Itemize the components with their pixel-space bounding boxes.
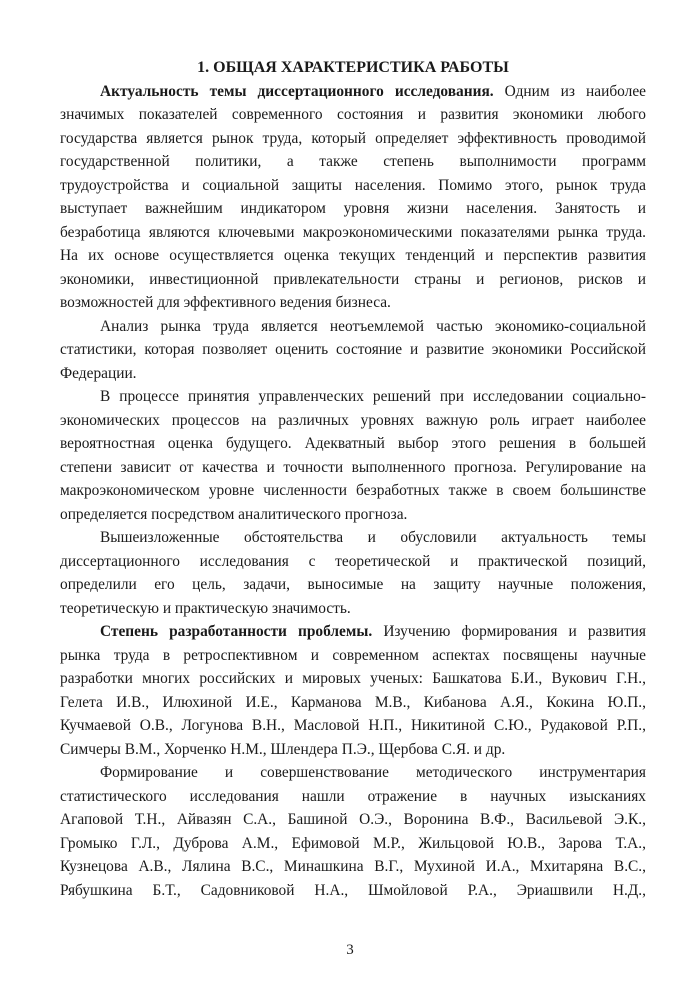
paragraph: [60, 761, 646, 902]
line-text: макроэкономическом уровне численности безработных также в своем большинстве: [60, 482, 646, 499]
line-text: государственной политики, а также степень выполнимости программ: [60, 153, 646, 170]
paragraph-heading: Актуальность темы диссертационного исследования.: [100, 82, 494, 100]
text-line: [60, 597, 646, 621]
text-line: [60, 832, 646, 856]
text-line: [60, 667, 646, 691]
line-text: определили его цель, задачи, выносимые на защиту научные положения,: [60, 576, 646, 593]
line-text: статистического исследования нашли отражение в научных изысканиях: [60, 787, 646, 805]
line-text: Федерации.: [60, 364, 137, 382]
paragraph: [60, 526, 646, 620]
line-text: Рябушкина Б.Т., Садовниковой Н.А., Шмойловой Р.А., Эриашвили Н.Д.,: [60, 881, 646, 899]
text-line: [60, 80, 646, 104]
line-text: Агаповой Т.Н., Айвазян С.А., Башиной О.Э., Воронина В.Ф., Васильевой Э.К.,: [60, 811, 646, 828]
text-line: [60, 738, 646, 762]
line-text: Кучмаевой О.В., Логунова В.Н., Масловой Н.П., Никитиной С.Ю., Рудаковой Р.П.,: [60, 717, 646, 734]
text-line: [60, 785, 646, 809]
line-text: государства является рынок труда, который определяет эффективность проводимой: [60, 129, 646, 147]
text-line: [60, 244, 646, 268]
line-text: рынка труда в ретроспективном и современном аспектах посвящены научные: [60, 646, 646, 664]
text-line: [60, 644, 646, 668]
line-text: Симчеры В.М., Хорченко Н.М., Шлендера П.Э., Щербова С.Я. и др.: [60, 740, 506, 758]
document-page: [60, 56, 646, 902]
text-line: [60, 197, 646, 221]
line-text: Формирование и совершенствование методического инструментария: [100, 764, 646, 781]
text-line: [60, 315, 646, 339]
text-line: [60, 456, 646, 480]
text-line: [60, 691, 646, 715]
line-text: Вышеизложенные обстоятельства и обусловили актуальность темы: [100, 529, 646, 546]
line-text: возможностей для эффективного ведения бизнеса.: [60, 294, 391, 311]
line-text: теоретическую и практическую значимость.: [60, 599, 351, 617]
text-line: [60, 432, 646, 456]
text-line: [60, 174, 646, 198]
text-line: [60, 503, 646, 527]
text-line: [60, 761, 646, 785]
text-line: [60, 808, 646, 832]
line-text: определяется посредством аналитического прогноза.: [60, 505, 408, 523]
paragraph-heading: Степень разработанности проблемы.: [100, 623, 373, 640]
line-text: трудоустройства и социальной защиты населения. Помимо этого, рынок труда: [60, 176, 646, 194]
line-text: выступает важнейшим индикатором уровня жизни населения. Занятость и: [60, 200, 646, 217]
text-line: [60, 479, 646, 503]
line-text: значимых показателей современного состояния и развития экономики любого: [60, 106, 646, 123]
paragraph: [60, 385, 646, 526]
text-line: [60, 879, 646, 903]
text-line: [60, 362, 646, 386]
line-text: Анализ рынка труда является неотъемлемой частью экономико-социальной: [100, 317, 646, 335]
line-text: диссертационного исследования с теоретической и практической позиций,: [60, 552, 646, 570]
text-line: [60, 103, 646, 127]
page-number: 3: [346, 942, 354, 958]
section-title: 1. ОБЩАЯ ХАРАКТЕРИСТИКА РАБОТЫ: [197, 59, 509, 76]
line-text: На их основе осуществляется оценка текущих тенденций и перспектив развития: [60, 247, 646, 264]
line-text: безработица являются ключевыми макроэкономическими показателями рынка труда.: [60, 223, 646, 241]
text-line: [60, 221, 646, 245]
text-line: [60, 620, 646, 644]
text-line: [60, 385, 646, 409]
text-line: [60, 150, 646, 174]
text-line: [60, 550, 646, 574]
line-text: экономических процессов на различных уровнях важную роль играет наиболее: [60, 411, 646, 429]
line-text: разработки многих российских и мировых ученых: Башкатова Б.И., Вукович Г.Н.,: [60, 670, 646, 687]
paragraph: [60, 620, 646, 761]
line-text: Изучению формирования и развития: [372, 623, 646, 640]
text-line: [60, 573, 646, 597]
paragraph: [60, 80, 646, 315]
line-text: вероятностная оценка будущего. Адекватный выбор этого решения в большей: [60, 435, 646, 452]
text-line: [60, 409, 646, 433]
text-line: [60, 127, 646, 151]
line-text: Гелета И.В., Илюхиной И.Е., Карманова М.В., Кибанова А.Я., Кокина Ю.П.,: [60, 693, 646, 711]
line-text: экономики, инвестиционной привлекательности страны и регионов, рисков и: [60, 270, 646, 288]
paragraph: [60, 315, 646, 386]
line-text: В процессе принятия управленческих решений при исследовании социально-: [100, 388, 646, 405]
line-text: степени зависит от качества и точности выполненного прогноза. Регулирование на: [60, 458, 646, 476]
text-line: [60, 855, 646, 879]
document-body: [60, 80, 646, 903]
line-text: Громыко Г.Л., Дуброва А.М., Ефимовой М.Р., Жильцовой Ю.В., Зарова Т.А.,: [60, 834, 646, 852]
text-line: [60, 338, 646, 362]
line-text: Кузнецова А.В., Лялина В.С., Минашкина В.Г., Мухиной И.А., Мхитаряна В.С.,: [60, 858, 646, 875]
text-line: [60, 526, 646, 550]
text-line: [60, 291, 646, 315]
line-text: статистики, которая позволяет оценить состояние и развитие экономики Российской: [60, 341, 646, 358]
text-line: [60, 268, 646, 292]
line-text: Одним из наиболее: [493, 82, 646, 100]
text-line: [60, 714, 646, 738]
